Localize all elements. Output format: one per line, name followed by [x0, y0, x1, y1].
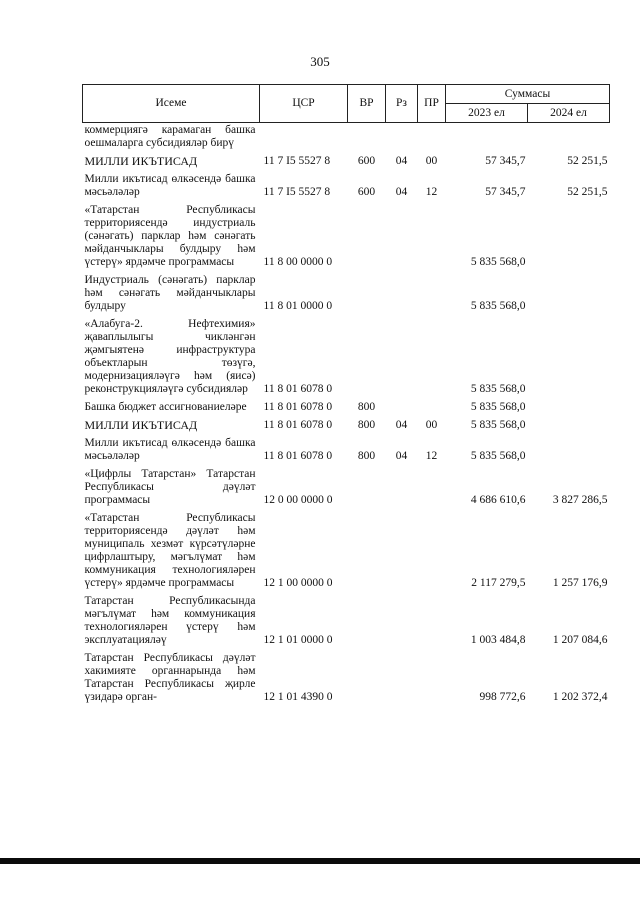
bottom-border-bar	[0, 858, 640, 864]
page-number: 305	[310, 54, 330, 69]
table-row	[83, 172, 610, 203]
cell-csr: 11 8 01 0000 0	[263, 300, 333, 312]
cell-rz	[386, 400, 418, 418]
cell-csr	[260, 123, 348, 155]
cell-vr: 600	[357, 155, 376, 167]
header-year-2024: 2024 ел	[528, 104, 610, 123]
cell-vr	[348, 651, 386, 708]
cell-csr: 11 7 I5 5527 8	[263, 186, 331, 198]
cell-sum-2024: 1 257 176,9	[552, 577, 608, 589]
header-vr: ВР	[348, 85, 386, 123]
cell-vr: 800	[357, 450, 376, 462]
cell-pr: 12	[425, 186, 438, 198]
cell-name: Милли икътисад өлкәсендә башка мәсьәләләр	[84, 173, 256, 198]
cell-sum-2024	[528, 203, 610, 273]
cell-csr: 12 0 00 0000 0	[263, 494, 333, 506]
cell-name: Татарстан Республикасы дәүләт хакимияте органнарында һәм Татарстан Республикасы җирле үзидарә орган-	[84, 652, 256, 703]
cell-sum-2023: 5 835 568,0	[470, 450, 526, 462]
cell-csr: 12 1 01 4390 0	[263, 691, 333, 703]
table-row	[83, 400, 610, 418]
cell-name: Башка бюджет ассигнованиеләре	[84, 401, 247, 413]
cell-sum-2023: 5 835 568,0	[470, 383, 526, 395]
table-row	[83, 436, 610, 467]
table-row	[83, 511, 610, 594]
cell-name: коммерциягә карамаган башка оешмаларга субсидияләр бирү	[84, 124, 256, 149]
cell-sum-2024: 1 207 084,6	[552, 634, 608, 646]
cell-vr	[348, 511, 386, 594]
table-row	[83, 154, 610, 172]
cell-csr: 11 8 00 0000 0	[263, 256, 333, 268]
cell-rz	[386, 467, 418, 511]
table-row	[83, 418, 610, 436]
cell-csr: 11 8 01 6078 0	[263, 450, 333, 462]
table-body	[83, 123, 610, 709]
cell-sum-2023: 998 772,6	[479, 691, 526, 703]
header-name: Исеме	[83, 85, 260, 123]
header-pr: ПР	[418, 85, 446, 123]
cell-name: Татарстан Республикасында мәгълүмат һәм коммуникация технологияләрен үстерү һәм эксплуатацияләү	[84, 595, 256, 646]
cell-rz	[386, 317, 418, 400]
cell-sum-2024	[528, 400, 610, 418]
cell-sum-2024	[528, 123, 610, 155]
cell-sum-2023: 57 345,7	[485, 155, 526, 167]
budget-table	[82, 84, 610, 708]
cell-pr	[418, 594, 446, 651]
cell-sum-2024	[528, 317, 610, 400]
cell-vr: 800	[357, 419, 376, 431]
table-row	[83, 594, 610, 651]
cell-pr: 00	[425, 155, 438, 167]
cell-sum-2023: 1 003 484,8	[470, 634, 526, 646]
cell-rz: 04	[395, 186, 408, 198]
cell-csr: 12 1 01 0000 0	[263, 634, 333, 646]
cell-pr	[418, 317, 446, 400]
cell-rz	[386, 651, 418, 708]
cell-name: МИЛЛИ ИКЪТИСАД	[84, 154, 198, 168]
cell-rz	[386, 203, 418, 273]
cell-sum-2023: 5 835 568,0	[470, 401, 526, 413]
table-row	[83, 203, 610, 273]
cell-sum-2024: 1 202 372,4	[552, 691, 608, 703]
cell-sum-2023: 57 345,7	[485, 186, 526, 198]
header-rz: Рз	[386, 85, 418, 123]
cell-pr	[418, 400, 446, 418]
cell-rz	[386, 511, 418, 594]
cell-csr: 11 7 I5 5527 8	[263, 155, 331, 167]
cell-vr	[348, 594, 386, 651]
cell-rz: 04	[395, 450, 408, 462]
cell-pr: 00	[425, 419, 438, 431]
table-row	[83, 317, 610, 400]
table-row	[83, 651, 610, 708]
cell-sum-2024	[528, 418, 610, 436]
cell-sum-2024: 52 251,5	[567, 155, 608, 167]
header-year-2023: 2023 ел	[446, 104, 528, 123]
cell-rz	[386, 594, 418, 651]
cell-csr: 12 1 00 0000 0	[263, 577, 333, 589]
cell-vr	[348, 203, 386, 273]
cell-rz	[386, 273, 418, 317]
table-row	[83, 273, 610, 317]
cell-sum-2023	[446, 123, 528, 155]
cell-pr: 12	[425, 450, 438, 462]
cell-rz: 04	[395, 155, 408, 167]
cell-name: Милли икътисад өлкәсендә башка мәсьәләләр	[84, 437, 256, 462]
cell-name: «Татарстан Республикасы территориясендә дәүләт һәм муниципаль хезмәт күрсәтүләрне цифрлаштыру, мәгълүмат һәм коммуникация технологияләрен үстерү» ярдәмче программасы	[84, 512, 256, 589]
cell-vr	[348, 467, 386, 511]
cell-sum-2023: 5 835 568,0	[470, 419, 526, 431]
cell-sum-2023: 2 117 279,5	[471, 577, 526, 589]
cell-pr	[418, 511, 446, 594]
cell-csr: 11 8 01 6078 0	[263, 383, 333, 395]
header-csr: ЦСР	[260, 85, 348, 123]
cell-csr: 11 8 01 6078 0	[263, 401, 333, 413]
cell-vr: 600	[357, 186, 376, 198]
cell-rz	[386, 123, 418, 155]
cell-vr	[348, 317, 386, 400]
table-row	[83, 467, 610, 511]
cell-vr	[348, 273, 386, 317]
cell-sum-2024: 3 827 286,5	[552, 494, 608, 506]
cell-sum-2023: 5 835 568,0	[470, 300, 526, 312]
cell-csr: 11 8 01 6078 0	[263, 419, 333, 431]
cell-rz: 04	[395, 419, 408, 431]
cell-pr	[418, 273, 446, 317]
cell-vr: 800	[357, 401, 376, 413]
cell-pr	[418, 123, 446, 155]
cell-sum-2024	[528, 436, 610, 467]
cell-sum-2024	[528, 273, 610, 317]
cell-name: МИЛЛИ ИКЪТИСАД	[84, 418, 198, 432]
cell-pr	[418, 203, 446, 273]
cell-pr	[418, 467, 446, 511]
cell-sum-2023: 5 835 568,0	[470, 256, 526, 268]
cell-name: «Татарстан Республикасы территориясендә индустриаль (сәнәгать) парклар һәм сәнәгать мәйданчыклары булдыру һәм үстерү» ярдәмче программасы	[84, 204, 256, 268]
cell-sum-2023: 4 686 610,6	[470, 494, 526, 506]
header-sums: Суммасы	[446, 85, 610, 104]
table-row	[83, 123, 610, 155]
cell-name: «Алабуга-2. Нефтехимия» җаваплылыгы чикләнгән җәмгыятенә инфраструктура объектларын төзүгә, модернизацияләүгә һәм (яисә) реконструкцияләүгә субсидияләр	[84, 318, 256, 395]
cell-vr	[348, 123, 386, 155]
cell-name: «Цифрлы Татарстан» Татарстан Республикасы дәүләт программасы	[84, 468, 256, 506]
cell-pr	[418, 651, 446, 708]
cell-name: Индустриаль (сәнәгать) парклар һәм сәнәгать мәйданчыклары булдыру	[84, 274, 256, 312]
cell-sum-2024: 52 251,5	[567, 186, 608, 198]
